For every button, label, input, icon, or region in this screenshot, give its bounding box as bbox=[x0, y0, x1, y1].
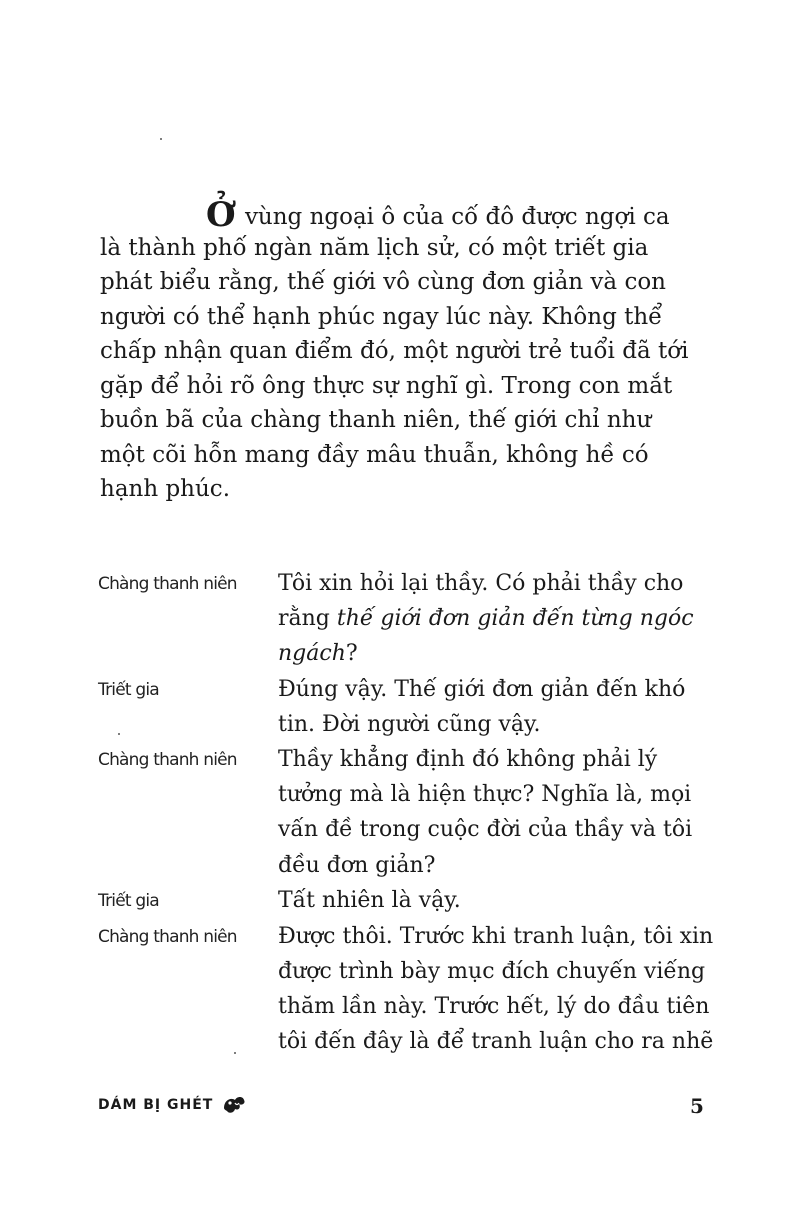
emphasis: thế giới đơn giản đến từng ngóc bbox=[336, 606, 694, 632]
speech-line: đều đơn giản? bbox=[278, 852, 436, 878]
speaker-label: Chàng thanh niên bbox=[98, 749, 237, 770]
speech bbox=[278, 742, 708, 883]
speaker-label: Triết gia bbox=[98, 679, 159, 700]
speck bbox=[160, 138, 162, 140]
intro-line: người có thể hạnh phúc ngay lúc này. Không thể bbox=[100, 303, 663, 330]
intro-line: hạnh phúc. bbox=[100, 476, 231, 502]
page-number: 5 bbox=[690, 1094, 704, 1118]
drop-cap: Ở bbox=[206, 195, 236, 235]
intro-line: gặp để hỏi rõ ông thực sự nghĩ gì. Trong con mắt bbox=[100, 372, 673, 399]
intro-line: Ở vùng ngoại ô của cố đô được ngợi ca bbox=[206, 195, 670, 235]
speech-line: được trình bày mục đích chuyến viếng bbox=[278, 958, 706, 984]
speech bbox=[278, 566, 708, 672]
intro-line: là thành phố ngàn năm lịch sử, có một triết gia bbox=[100, 234, 649, 261]
ornament-icon bbox=[221, 1094, 247, 1116]
dialogue-turn bbox=[98, 919, 718, 1060]
speech-line: thăm lần này. Trước hết, lý do đầu tiên bbox=[278, 994, 710, 1020]
speech-line: vấn đề trong cuộc đời của thầy và tôi bbox=[278, 817, 693, 843]
dialogue-turn bbox=[98, 742, 718, 883]
speech-line: ngách? bbox=[278, 641, 358, 667]
speech-line: tưởng mà là hiện thực? Nghĩa là, mọi bbox=[278, 782, 692, 808]
running-footer bbox=[98, 1094, 247, 1116]
speech-line: rằng thế giới đơn giản đến từng ngóc bbox=[278, 606, 694, 632]
dialogue bbox=[98, 566, 718, 1059]
speech-line: Đúng vậy. Thế giới đơn giản đến khó bbox=[278, 676, 686, 702]
speech-line: Thầy khẳng định đó không phải lý bbox=[278, 746, 658, 772]
speech-line: tin. Đời người cũng vậy. bbox=[278, 711, 541, 737]
speech bbox=[278, 883, 708, 919]
speaker-label: Triết gia bbox=[98, 890, 159, 911]
speaker-label: Chàng thanh niên bbox=[98, 574, 237, 594]
intro-line: một cõi hỗn mang đầy mâu thuẫn, không hề có bbox=[100, 441, 649, 468]
speech-line: tôi đến đây là để tranh luận cho ra nhẽ bbox=[278, 1029, 714, 1055]
speech-line: Tất nhiên là vậy. bbox=[278, 887, 461, 913]
speech bbox=[278, 919, 714, 1060]
speech bbox=[278, 672, 708, 742]
book-title: DÁM BỊ GHÉT bbox=[98, 1097, 214, 1113]
intro-line: buồn bã của chàng thanh niên, thế giới chỉ như bbox=[100, 407, 652, 433]
intro-line: phát biểu rằng, thế giới vô cùng đơn giản và con bbox=[100, 269, 666, 295]
dialogue-turn bbox=[98, 566, 718, 672]
speech-line: Tôi xin hỏi lại thầy. Có phải thầy cho bbox=[278, 571, 684, 596]
speech-line: Được thôi. Trước khi tranh luận, tôi xin bbox=[278, 923, 714, 949]
emphasis: ngách bbox=[278, 641, 346, 667]
dialogue-turn bbox=[98, 672, 718, 742]
intro-paragraph bbox=[100, 196, 706, 507]
speaker-label: Chàng thanh niên bbox=[98, 926, 237, 947]
dialogue-turn bbox=[98, 883, 718, 919]
intro-line: chấp nhận quan điểm đó, một người trẻ tuổi đã tới bbox=[100, 338, 689, 364]
